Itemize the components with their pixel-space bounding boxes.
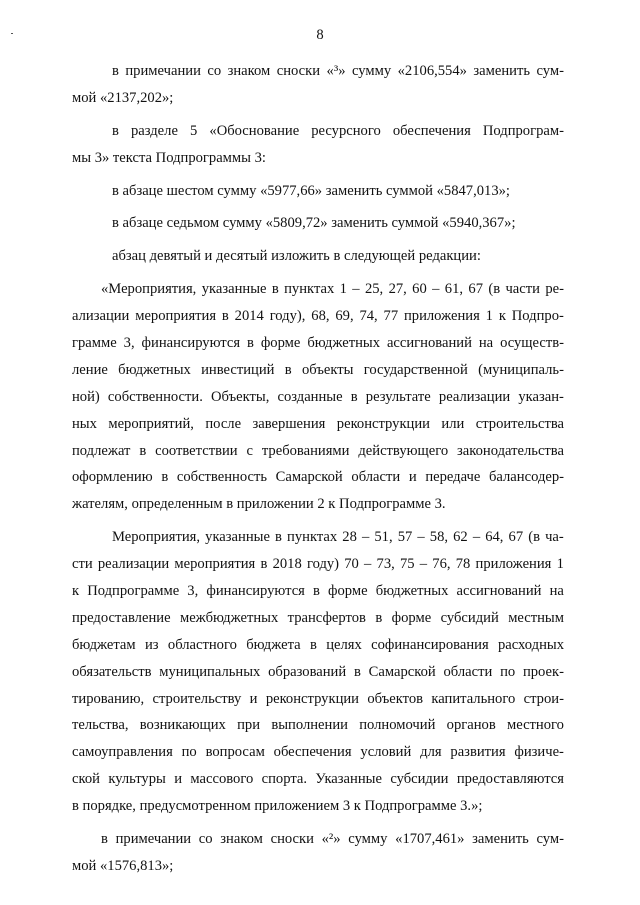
word: 25, [364,281,384,298]
word: 28 [342,529,357,546]
word: мероприятия [174,556,256,573]
word: 1 [556,556,564,573]
word: 3, [187,583,199,600]
word: межбюджетных [179,609,279,626]
word: сноски [276,63,321,79]
word: соответствии [155,442,238,459]
word: на [478,335,494,352]
text-line [72,551,564,578]
word: году) [306,556,340,573]
text-line [72,303,564,330]
word: ча- [545,529,564,546]
word: 62 [453,529,468,546]
word: местным [508,609,564,626]
word: субсидии [390,771,449,788]
text-line: в порядке, предусмотренном приложением 3 к Подпрограмме 3.»; [72,798,483,815]
word: части [505,281,540,298]
word: бюджета [246,636,301,653]
text-line [72,659,564,686]
word: Самарской [368,663,436,680]
word: ре- [545,281,564,298]
word: (в [528,529,540,546]
word: 74, [359,308,378,325]
word: Указанные [315,771,382,788]
word: в [221,308,229,325]
word: на [549,583,564,600]
word: оформлению [72,469,153,486]
word: (в [488,281,501,298]
word: после [205,415,242,432]
word: бюджетных [375,583,449,600]
word: ской [72,771,100,788]
word: мероприятий, [108,415,194,432]
word: ление [72,361,108,378]
text-line: абзац девятый и десятый изложить в следующей редакции: [112,248,481,265]
word: 69, [335,308,354,325]
word: в [139,442,147,459]
text-line [72,605,564,632]
word: в [271,281,279,298]
word: 75 [400,556,415,573]
text-line: в абзаце шестом сумму «5977,66» заменить суммой «5847,013»; [112,182,510,199]
page-number: 8 [316,27,324,43]
word: культуры [108,771,166,788]
text-line [72,357,564,384]
word: форме [328,583,368,600]
text-line [72,330,564,357]
word: 2014 [234,308,264,325]
word: заменить [472,831,529,848]
word: Подпро- [511,308,564,325]
text-line [72,686,564,713]
text-line [72,276,564,303]
word: выполнении [271,717,348,734]
word: или [441,415,465,432]
word: примечании [115,831,192,848]
word: в [313,583,320,600]
word: 73, [376,556,395,573]
word: – [364,556,372,573]
word: – [432,281,440,298]
word: для [420,744,442,761]
word: со [207,63,222,79]
word: строительства [475,415,564,432]
word: и [249,690,258,707]
word: со [198,831,213,848]
word: сумму [351,63,392,79]
word: 68, [311,308,330,325]
word: «Обоснование [209,122,300,139]
word: органов [446,717,496,734]
word: строительству [152,690,242,707]
text-line [72,384,564,411]
word: и [408,469,417,486]
word: сум- [536,63,564,79]
word: грамме [72,335,117,352]
word: мероприятия [135,308,217,325]
word: в [375,609,383,626]
word: приложения [403,308,480,325]
text-line [72,524,564,551]
word: 3, [123,335,135,352]
word: (муниципаль- [478,361,564,378]
text-line [72,712,564,739]
word: 70 [344,556,359,573]
word: – [472,529,481,546]
word: сум- [536,831,564,848]
word: обеспечения [392,122,471,139]
word: бюджетных [307,335,380,352]
word: пунктах [284,281,335,298]
word: финансируются [206,583,305,600]
word: ассигнований [386,335,472,352]
word: из [144,636,159,653]
word: Самарской [275,469,343,486]
word: собственности. [107,388,203,405]
word: созданные [277,388,343,405]
word: трансфертов [287,609,366,626]
word: 27, [388,281,407,298]
word: в [260,556,268,573]
word: 57 [397,529,413,546]
word: обязательств [72,663,152,680]
word: области [351,469,401,486]
word: государственной [363,361,468,378]
text-line [72,766,564,793]
word: 67 [508,529,524,546]
text-line [72,578,564,605]
word: 77 [383,308,399,325]
word: областного [167,636,237,653]
word: собственность [176,469,268,486]
word: полномочий [359,717,436,734]
word: бюджетных [118,361,191,378]
word: реконструкции [336,415,430,432]
text-line: мой «1576,813»; [72,857,174,874]
word: результате [365,388,431,405]
word: 64, [485,529,504,546]
word: реализации [97,556,170,573]
text-line [72,58,564,85]
word: муниципальных [159,663,261,680]
word: финансируются [141,335,241,352]
word: указан- [518,388,564,405]
word: обеспечения [273,744,352,761]
text-line [72,739,564,766]
word: местного [507,717,564,734]
word: «Мероприятия, [101,281,197,298]
word: подлежат [72,442,131,459]
word: балансодер- [488,469,564,486]
word: ной) [72,388,100,405]
word: возникающих [139,717,226,734]
word: законодательства [457,442,564,459]
text-line: в абзаце седьмом сумму «5809,72» заменить суммой «5940,367»; [112,215,516,232]
word: осуществ- [500,335,564,352]
word: «²» [321,831,341,848]
word: разделе [130,122,178,139]
word: году), [269,308,306,325]
word: вопросам [205,744,265,761]
text-line [72,438,564,465]
word: сумму [348,831,388,848]
word: – [417,529,425,546]
word: образований [268,663,347,680]
word: капитального [431,690,516,707]
word: сноски [270,831,314,848]
word: «³» [326,63,346,79]
word: субсидий [440,609,499,626]
word: Мероприятия, [112,529,201,546]
word: в [247,335,254,352]
word: 60 [412,281,427,298]
word: указанные [205,529,270,546]
word: в [112,63,119,79]
word: ных [72,415,97,432]
word: развития [450,744,506,761]
word: области [443,663,493,680]
text-line: мой «2137,202»; [72,89,174,106]
word: пунктах [287,529,338,546]
word: – [419,556,428,573]
word: Подпрограмме [87,583,180,600]
word: реализации [438,388,511,405]
word: бюджетам [72,636,136,653]
word: тированию, [72,690,145,707]
text-line [72,118,564,145]
word: в [101,831,108,848]
word: предоставляются [456,771,564,788]
word: заменить [473,63,531,79]
word: 78 [455,556,471,573]
word: ализации [72,308,130,325]
word: тельства, [72,717,129,734]
word: к [498,308,506,325]
word: в [353,663,361,680]
word: 51, [374,529,393,546]
word: знаком [227,63,271,79]
word: «2106,554» [397,63,467,79]
word: 76, [432,556,451,573]
word: целях [326,636,362,653]
word: спорта. [261,771,308,788]
word: действующего [358,442,449,459]
text-line: жателям, определенным в приложении 2 к Подпрограмме 3. [72,496,446,513]
word: приложения [475,556,552,573]
document-body [72,58,564,880]
text-line [72,411,564,438]
word: самоуправления [72,744,173,761]
word: к [72,583,80,600]
word: «1707,461» [395,831,465,848]
word: ресурсного [311,122,381,139]
word: массового [190,771,254,788]
text-line [72,632,564,659]
word: в [350,388,358,405]
word: софинансирования [371,636,489,653]
word: в [112,122,119,139]
word: в [275,529,282,546]
word: – [361,529,370,546]
text-line [72,464,564,491]
word: ассигнований [456,583,542,600]
word: строи- [523,690,564,707]
word: расходных [497,636,564,653]
word: форме [391,609,432,626]
word: проек- [522,663,564,680]
text-line [72,826,564,853]
word: знаком [220,831,263,848]
word: в [284,361,292,378]
word: 1 [485,308,493,325]
word: по [181,744,197,761]
word: в [309,636,317,653]
word: Объекты, [211,388,270,405]
word: объектов [367,690,424,707]
word: объекты [302,361,354,378]
text-line: мы 3» текста Подпрограммы 3: [72,149,266,166]
word: – [352,281,360,298]
word: условий [360,744,412,761]
word: требованиями [261,442,350,459]
word: 67 [468,281,483,298]
word: физиче- [514,744,564,761]
word: 5 [190,122,198,139]
word: по [500,663,516,680]
word: указанные [201,281,267,298]
word: Подпрограм- [482,122,564,139]
word: и [174,771,183,788]
word: 58, [429,529,449,546]
word: в [161,469,169,486]
word: сти [72,556,93,573]
word: инвестиций [201,361,275,378]
word: передаче [425,469,481,486]
word: 1 [339,281,347,298]
word: реконструкции [265,690,359,707]
word: форме [260,335,301,352]
word: 2018 [272,556,302,573]
word: примечании [125,63,201,79]
word: при [237,717,261,734]
word: завершения [252,415,326,432]
word: 61, [444,281,464,298]
word: предоставление [72,609,171,626]
word: с [246,442,253,459]
